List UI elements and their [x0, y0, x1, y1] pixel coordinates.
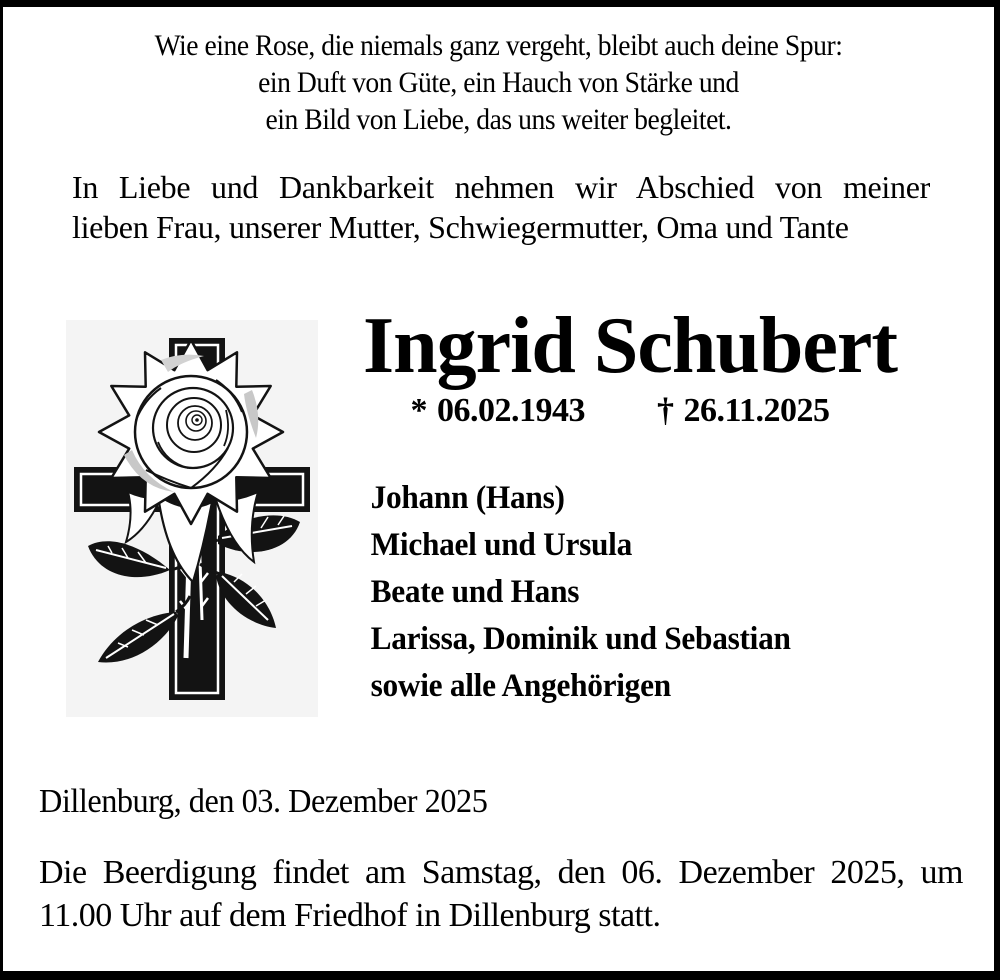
death-date-group: [657, 391, 830, 431]
birth-date: 06.02.1943: [436, 392, 585, 429]
mourner-line: Johann (Hans): [370, 480, 565, 516]
death-cross-symbol: †: [656, 392, 674, 429]
birth-star-symbol: *: [410, 392, 427, 429]
mourner-line: Michael und Ursula: [370, 527, 632, 563]
mourners-list: [363, 475, 851, 710]
cross-rose-art: [66, 320, 318, 717]
mourner-line: Larissa, Dominik und Sebastian: [370, 621, 791, 657]
birth-date-group: [410, 391, 585, 431]
life-dates: [363, 391, 877, 431]
poem-block: [43, 27, 955, 138]
poem-line: ein Duft von Güte, ein Hauch von Stärke und: [258, 66, 739, 99]
funeral-info-line: Die Beerdigung findet am Samstag, den 06. Dezember 2025, um: [39, 854, 963, 891]
intro-block: [72, 167, 930, 247]
deceased-name: Ingrid Schubert: [363, 302, 897, 390]
poem-line: ein Bild von Liebe, das uns weiter begleitet.: [265, 103, 732, 136]
intro-line: lieben Frau, unserer Mutter, Schwiegermutter, Oma und Tante: [72, 209, 849, 245]
funeral-info-line: 11.00 Uhr auf dem Friedhof in Dillenburg statt.: [39, 897, 661, 934]
mourner-line: sowie alle Angehörigen: [370, 668, 671, 704]
poem-line: Wie eine Rose, die niemals ganz vergeht, bleibt auch deine Spur:: [154, 29, 843, 62]
mourner-line: Beate und Hans: [370, 574, 580, 610]
place-date-line: Dillenburg, den 03. Dezember 2025: [39, 783, 488, 820]
death-date: 26.11.2025: [683, 392, 830, 429]
deceased-block: [363, 302, 897, 710]
cross-rose-illustration: [66, 320, 318, 717]
intro-line: In Liebe und Dankbarkeit nehmen wir Abschied von meiner: [72, 169, 930, 205]
funeral-info-block: [39, 851, 963, 937]
